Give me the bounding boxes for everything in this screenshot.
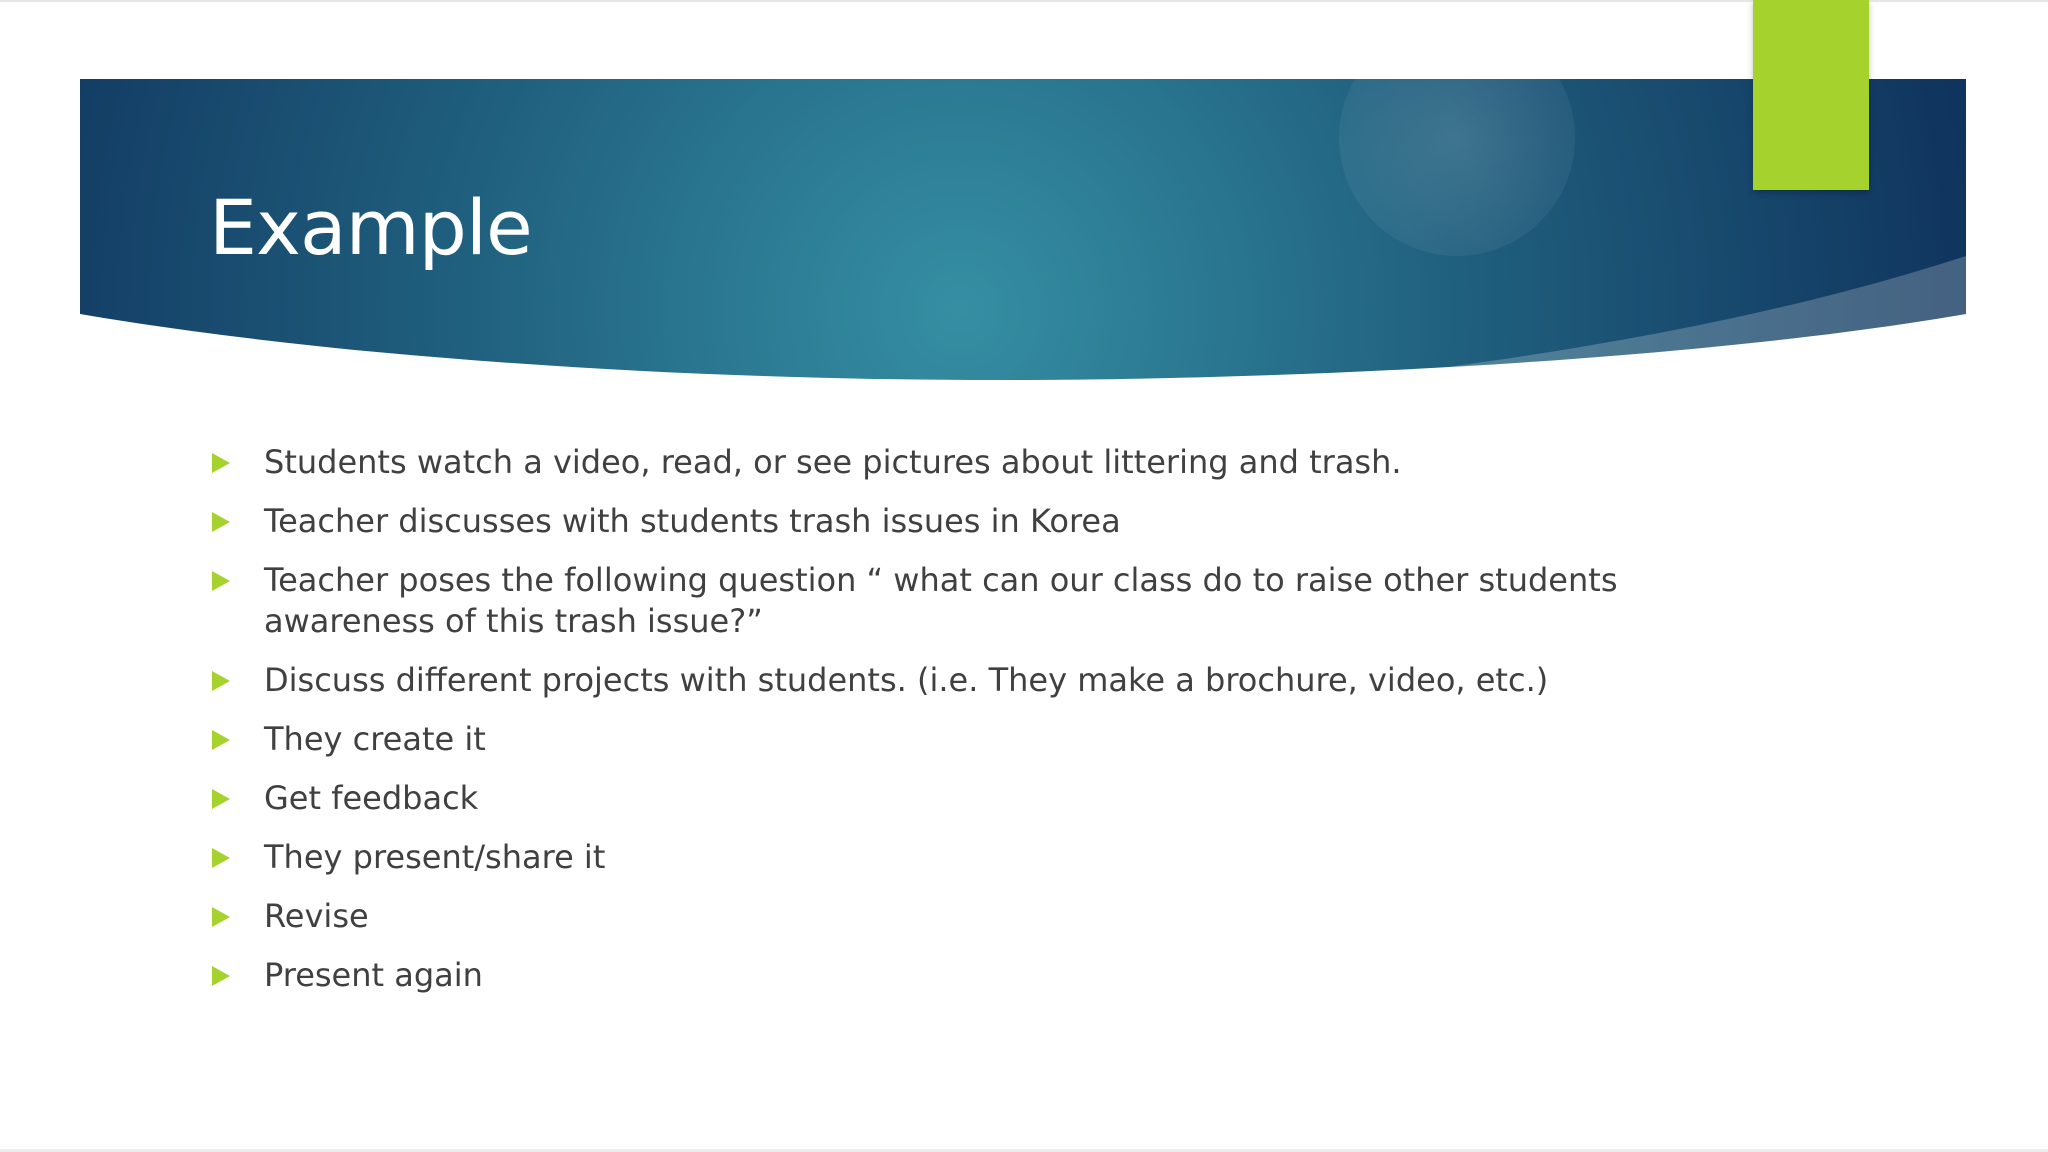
triangle-right-icon [212,907,230,927]
triangle-right-icon [212,453,230,473]
bullet-text: They present/share it [264,838,606,876]
list-item [206,837,1766,878]
accent-bar [1753,0,1869,190]
list-item [206,501,1766,542]
bullet-text: Teacher poses the following question “ what can our class do to raise other students awareness of this trash issue?” [264,561,1618,640]
slide-title: Example [209,183,532,272]
triangle-right-icon [212,571,230,591]
list-item [206,660,1766,701]
list-item [206,719,1766,760]
bullet-text: Present again [264,956,483,994]
bullet-list [206,442,1766,1014]
triangle-right-icon [212,671,230,691]
bullet-text: Discuss different projects with students. (i.e. They make a brochure, video, etc.) [264,661,1549,699]
triangle-right-icon [212,512,230,532]
banner-decor-circle [1339,20,1575,256]
triangle-right-icon [212,789,230,809]
bullet-text: Students watch a video, read, or see pictures about littering and trash. [264,443,1402,481]
bullet-text: They create it [264,720,486,758]
list-item [206,442,1766,483]
triangle-right-icon [212,966,230,986]
triangle-right-icon [212,730,230,750]
list-item [206,896,1766,937]
list-item [206,778,1766,819]
list-item [206,560,1766,642]
bullet-text: Get feedback [264,779,479,817]
triangle-right-icon [212,848,230,868]
bullet-text: Revise [264,897,369,935]
bullet-text: Teacher discusses with students trash issues in Korea [264,502,1121,540]
list-item [206,955,1766,996]
